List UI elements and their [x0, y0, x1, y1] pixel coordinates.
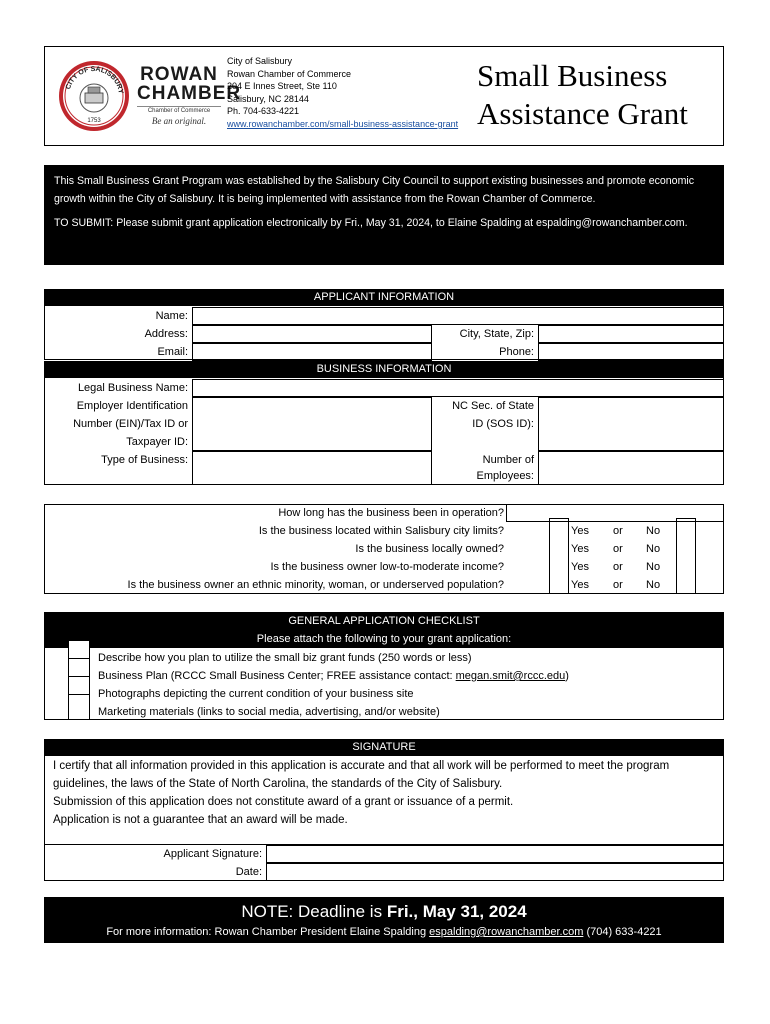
legal-name-label: Legal Business Name: [77, 382, 188, 394]
page-title [477, 57, 717, 133]
employees-label-2: Employees: [476, 470, 534, 482]
no-checkbox-column[interactable] [676, 518, 696, 594]
ein-label-2: Number (EIN)/Tax ID or [73, 418, 188, 430]
applicant-business-section [44, 289, 724, 485]
logo-tagline: Be an original. [151, 116, 207, 126]
contact-block [227, 55, 487, 130]
question-label: Is the business owner low-to-moderate income? [270, 561, 504, 573]
header-box [44, 46, 724, 146]
address-field[interactable] [192, 325, 432, 343]
yes-label: Yes [571, 525, 589, 537]
date-label: Date: [235, 866, 262, 878]
contact-line: Salisbury, NC 28144 [227, 93, 309, 104]
employees-field[interactable] [538, 451, 724, 485]
svg-text:1753: 1753 [87, 118, 101, 124]
chamber-email-link[interactable]: espalding@rowanchamber.com [429, 926, 584, 938]
rowan-chamber-logo [137, 64, 242, 126]
title-line1: Small Business [477, 58, 668, 93]
deadline-prefix: NOTE: Deadline is [241, 902, 387, 921]
certification-paragraph: I certify that all information provided in this application is accurate and that all work will be performed to meet the program guidelines, the laws of the State of North Carolina, the standards of the City of Salisbury. [53, 760, 670, 790]
logo-line1: ROWAN [140, 64, 218, 85]
ein-label-3: Taxpayer ID: [126, 436, 188, 448]
deadline-date: Fri., May 31, 2024 [386, 902, 527, 921]
contact-line: 204 E Innes Street, Ste 110 [227, 81, 337, 91]
chamber-phone: (704) 633-4221 [583, 926, 662, 938]
applicant-signature-field[interactable] [266, 845, 724, 863]
or-label: or [613, 525, 623, 537]
phone-label: Phone: [499, 346, 534, 358]
intro-box [44, 165, 724, 265]
contact-url-link[interactable]: www.rowanchamber.com/small-business-assistance-grant [227, 118, 459, 129]
city-state-zip-field[interactable] [538, 325, 724, 343]
more-info-text: For more information: Rowan Chamber President Elaine Spalding [106, 926, 430, 938]
certification-paragraph: Application is not a guarantee that an award will be made. [53, 814, 348, 826]
applicant-heading: APPLICANT INFORMATION [44, 289, 724, 306]
deadline-note-box [44, 897, 724, 943]
name-field[interactable] [192, 307, 724, 325]
intro-submit-paragraph: TO SUBMIT: Please submit grant application electronically by Fri., May 31, 2024, to Elaine Spalding at espalding@rowanchamber.com. [54, 217, 688, 229]
city-seal-logo [57, 59, 131, 133]
certification-text [53, 757, 721, 829]
or-label: or [613, 561, 623, 573]
no-label: No [646, 579, 661, 591]
checklist-item-text: Business Plan (RCCC Small Business Center; FREE assistance contact: [98, 670, 456, 682]
title-line2: Assistance Grant [477, 96, 688, 131]
date-field[interactable] [266, 863, 724, 881]
rccc-email-link[interactable]: megan.smit@rccc.edu [455, 670, 566, 682]
contact-line: Ph. 704-633-4221 [227, 106, 300, 116]
city-label: City, State, Zip: [459, 328, 534, 340]
svg-text:CITY OF SALISBURY: CITY OF SALISBURY [64, 65, 124, 95]
more-info-line [44, 925, 724, 939]
intro-paragraph: This Small Business Grant Program was established by the Salisbury City Council to support existing businesses and promote economic growth within the City of Salisbury. It is being implemented with assistance from the Rowan Chamber of Commerce. [54, 175, 695, 205]
ein-field[interactable] [192, 397, 432, 451]
certification-paragraph: Submission of this application does not constitute award of a grant or issuance of a permit. [53, 796, 514, 808]
or-label: or [613, 543, 623, 555]
deadline-note [44, 897, 724, 925]
ein-label-1: Employer Identification [76, 400, 188, 412]
sos-label-2: ID (SOS ID): [472, 418, 534, 430]
employees-label-1: Number of [482, 454, 534, 466]
checklist-heading: GENERAL APPLICATION CHECKLIST [288, 615, 480, 627]
checklist-item: Business Plan (RCCC Small Business Center; FREE assistance contact: megan.smit@rccc.edu) [98, 670, 569, 682]
checklist-item: Describe how you plan to utilize the small biz grant funds (250 words or less) [98, 652, 472, 664]
checklist-checkbox-column[interactable] [68, 640, 90, 720]
checklist-section [44, 612, 724, 720]
question-label: Is the business locally owned? [355, 543, 504, 555]
business-type-field[interactable] [192, 451, 432, 485]
yes-label: Yes [571, 561, 589, 573]
checklist-item: Marketing materials (links to social media, advertising, and/or website) [98, 706, 440, 718]
legal-name-field[interactable] [192, 379, 724, 397]
or-label: or [613, 579, 623, 591]
phone-field[interactable] [538, 343, 724, 361]
checklist-subheading: Please attach the following to your grant application: [256, 633, 512, 645]
no-label: No [646, 561, 661, 573]
address-label: Address: [144, 328, 188, 340]
yes-checkbox-column[interactable] [549, 518, 569, 594]
signature-section [44, 739, 724, 881]
sos-id-field[interactable] [538, 397, 724, 451]
logo-line2: CHAMBER [137, 83, 242, 104]
applicant-signature-label: Applicant Signature: [163, 848, 262, 860]
question-operation-label: How long has the business been in operation? [278, 507, 504, 519]
question-label: Is the business located within Salisbury city limits? [258, 525, 504, 537]
contact-line: Rowan Chamber of Commerce [227, 68, 352, 79]
no-label: No [646, 525, 661, 537]
contact-line: City of Salisbury [227, 56, 293, 66]
questions-section [44, 504, 724, 594]
logo-sub: Chamber of Commerce [137, 106, 221, 114]
type-label: Type of Business: [101, 454, 188, 466]
yes-label: Yes [571, 579, 589, 591]
yes-label: Yes [571, 543, 589, 555]
checklist-divider [68, 658, 90, 659]
checklist-item: Photographs depicting the current condition of your business site [98, 688, 414, 700]
email-label: Email: [157, 346, 188, 358]
sos-label-1: NC Sec. of State [452, 400, 534, 412]
checklist-divider [68, 676, 90, 677]
checklist-divider [68, 694, 90, 695]
signature-heading: SIGNATURE [44, 739, 724, 756]
question-label: Is the business owner an ethnic minority, woman, or underserved population? [127, 579, 504, 591]
name-label: Name: [155, 310, 188, 322]
email-field[interactable] [192, 343, 432, 361]
business-heading: BUSINESS INFORMATION [44, 361, 724, 378]
no-label: No [646, 543, 661, 555]
